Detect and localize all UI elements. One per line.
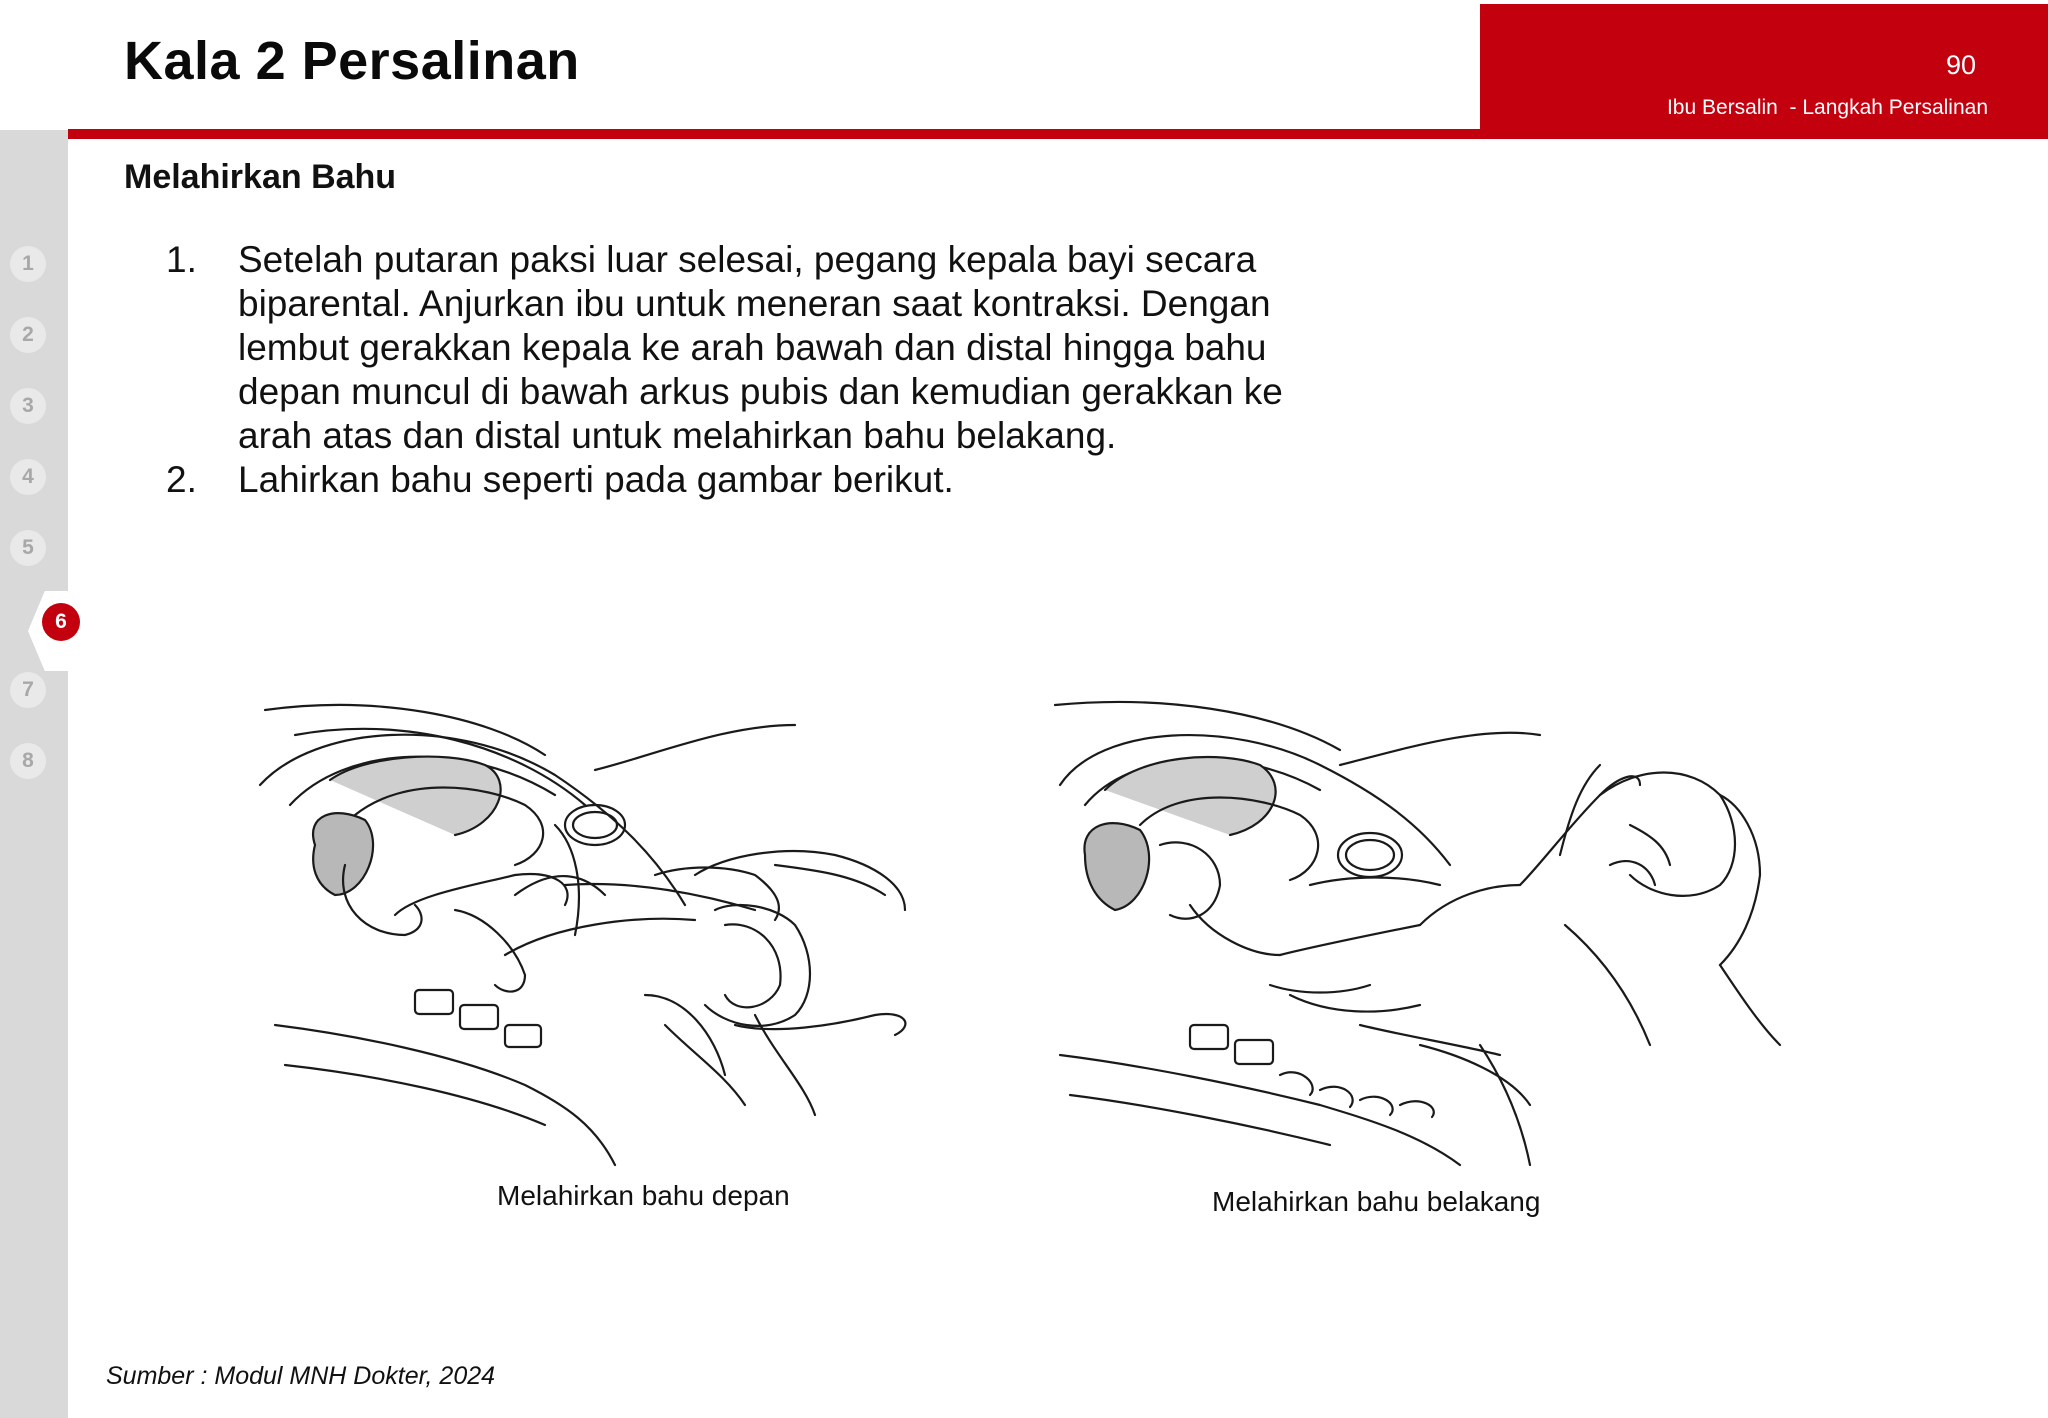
instruction-number: 1. <box>166 239 197 280</box>
section-title: Melahirkan Bahu <box>124 158 397 196</box>
chapter-step-4[interactable]: 4 <box>10 459 46 495</box>
chapter-step-5[interactable]: 5 <box>10 530 46 566</box>
illustration-posterior-shoulder <box>1040 695 1800 1175</box>
page-number: 90 <box>1945 50 1976 80</box>
chapter-step-7[interactable]: 7 <box>10 672 46 708</box>
chapter-step-6-active[interactable]: 6 <box>42 603 80 641</box>
figure-caption-anterior: Melahirkan bahu depan <box>497 1180 790 1211</box>
chapter-step-3[interactable]: 3 <box>10 388 46 424</box>
instruction-text: Setelah putaran paksi luar selesai, pegang kepala bayi secara biparental. Anjurkan ibu untuk meneran saat kontraksi. Dengan lembut gerakkan kepala ke arah bawah dan distal hingga bahu depan muncul di bawah arkus pubis dan kemudian gerakkan ke arah atas dan distal untuk melahirkan bahu belakang. <box>238 239 1283 456</box>
instruction-list <box>166 238 1346 502</box>
instruction-item <box>166 238 1346 458</box>
instruction-number: 2. <box>166 459 197 500</box>
figure-caption-posterior: Melahirkan bahu belakang <box>1212 1186 1541 1217</box>
instruction-item <box>166 458 1346 502</box>
chapter-step-1[interactable]: 1 <box>10 246 46 282</box>
header-banner <box>1480 4 2048 139</box>
header-divider <box>68 129 1480 139</box>
instruction-text: Lahirkan bahu seperti pada gambar berikut. <box>238 459 954 500</box>
chapter-sidebar <box>0 130 68 1418</box>
source-citation: Sumber : Modul MNH Dokter, 2024 <box>106 1362 496 1390</box>
page-title: Kala 2 Persalinan <box>124 31 580 91</box>
illustration-anterior-shoulder <box>255 695 1015 1175</box>
chapter-step-2[interactable]: 2 <box>10 317 46 353</box>
header-subtitle: Ibu Bersalin - Langkah Persalinan <box>1666 96 1988 119</box>
chapter-step-8[interactable]: 8 <box>10 743 46 779</box>
